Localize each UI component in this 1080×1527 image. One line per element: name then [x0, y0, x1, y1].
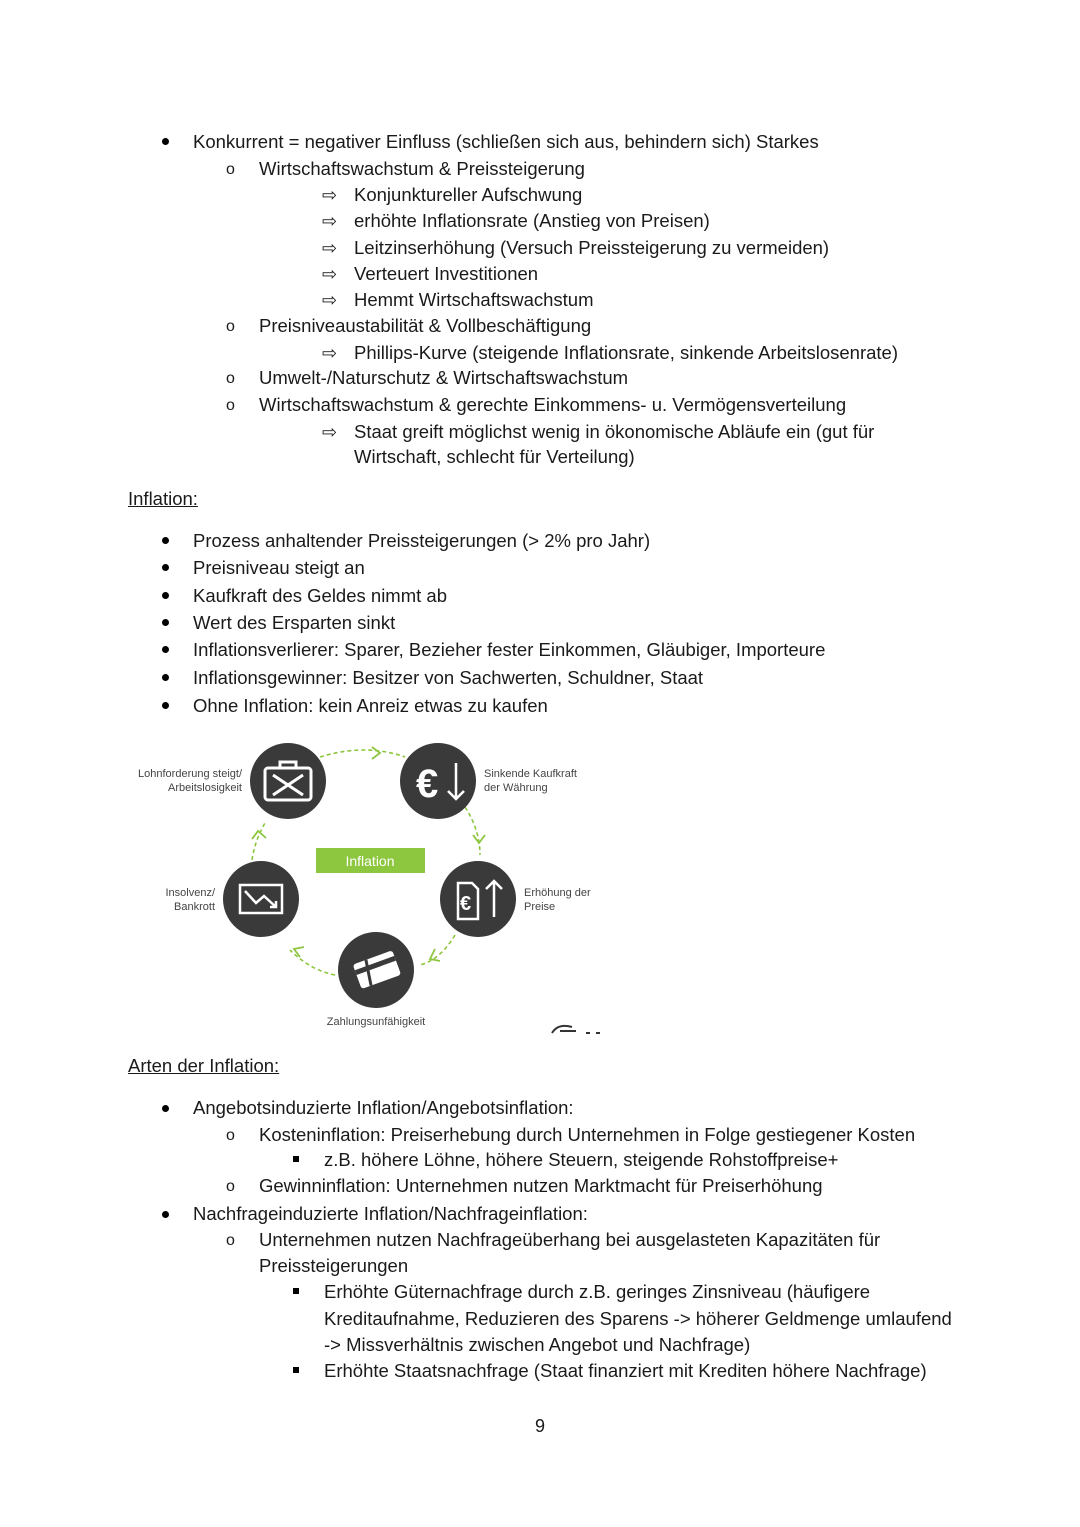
bullet [162, 674, 169, 681]
arrow-icon: ⇨ [322, 343, 338, 363]
list-item: Angebotsinduzierte Inflation/Angebotsinflation: [193, 1097, 574, 1118]
arrow-icon: ⇨ [322, 211, 338, 231]
list-item: Verteuert Investitionen [354, 263, 539, 284]
circle-marker: o [226, 370, 235, 387]
euro-icon: € [416, 762, 439, 806]
center-label: Inflation [345, 853, 395, 869]
list-item: -> Missverhältnis zwischen Angebot und Nachfrage) [324, 1334, 751, 1355]
circle-marker: o [226, 1232, 235, 1249]
square-bullet [293, 1367, 299, 1373]
list-item: Phillips-Kurve (steigende Inflationsrate, sinkende Arbeitslosenrate) [354, 342, 898, 363]
label-preise: Erhöhung der [524, 887, 591, 899]
bullet [162, 537, 169, 544]
cycle-connector [320, 750, 405, 757]
list-item: Konjunktureller Aufschwung [354, 184, 583, 205]
list-item: Erhöhte Güternachfrage durch z.B. geringes Zinsniveau (häufigere [324, 1281, 871, 1302]
section-heading-inflation: Inflation: [128, 488, 198, 509]
list-item: Preisniveau steigt an [193, 557, 365, 578]
bullet [162, 564, 169, 571]
list-item: Wirtschaftswachstum & Preissteigerung [259, 158, 585, 179]
arrowhead-icon [252, 831, 266, 839]
list-item: Prozess anhaltender Preissteigerungen (> 2% pro Jahr) [193, 530, 651, 551]
page-number: 9 [535, 1416, 546, 1436]
list-item: Kaufkraft des Geldes nimmt ab [193, 585, 447, 606]
label-zahlung: Zahlungsunfähigkeit [326, 1016, 426, 1028]
arrow-icon: ⇨ [322, 422, 338, 442]
arrow-icon: ⇨ [322, 185, 338, 205]
label-insolvenz: Insolvenz/ [165, 887, 215, 899]
bullet [162, 1105, 169, 1112]
list-item: Wert des Ersparten sinkt [193, 612, 396, 633]
list-item: Gewinninflation: Unternehmen nutzen Marktmacht für Preiserhöhung [259, 1175, 823, 1196]
arrow-icon: ⇨ [322, 290, 338, 310]
list-item: Kosteninflation: Preiserhebung durch Unternehmen in Folge gestiegener Kosten [259, 1124, 916, 1145]
list-item: Preisniveaustabilität & Vollbeschäftigung [259, 315, 592, 336]
arrowhead-icon [430, 949, 440, 961]
list-item: Erhöhte Staatsnachfrage (Staat finanziert mit Krediten höhere Nachfrage) [324, 1360, 927, 1381]
list-item: Unternehmen nutzen Nachfrageüberhang bei ausgelasteten Kapazitäten für [259, 1229, 881, 1250]
list-item: Nachfrageinduzierte Inflation/Nachfrageinflation: [193, 1203, 588, 1224]
bullet [162, 619, 169, 626]
list-item: Hemmt Wirtschaftswachstum [354, 289, 594, 310]
cycle-connector [465, 807, 480, 855]
bullet [162, 646, 169, 653]
arrow-icon: ⇨ [322, 238, 338, 258]
label-lohnforderung: Arbeitslosigkeit [168, 782, 242, 794]
node-lohnforderung [250, 743, 326, 819]
arrowhead-icon [372, 747, 380, 759]
inflation-cycle-diagram [120, 735, 620, 1045]
square-bullet [293, 1156, 299, 1162]
list-item: Inflationsverlierer: Sparer, Bezieher fester Einkommen, Gläubiger, Importeure [193, 639, 826, 660]
konkurrent-heading: Konkurrent = negativer Einfluss (schließen sich aus, behindern sich) Starkes [193, 131, 819, 152]
label-kaufkraft: Sinkende Kaufkraft [484, 768, 577, 780]
circle-marker: o [226, 1127, 235, 1144]
circle-marker: o [226, 1178, 235, 1195]
square-bullet [293, 1288, 299, 1294]
section-heading-arten: Arten der Inflation: [128, 1055, 280, 1076]
circle-marker: o [226, 161, 235, 178]
bullet [162, 592, 169, 599]
list-item: Wirtschaftswachstum & gerechte Einkommens- u. Vermögensverteilung [259, 394, 847, 415]
bullet [162, 702, 169, 709]
euro-icon: € [460, 893, 472, 915]
list-item: Staat greift möglichst wenig in ökonomische Abläufe ein (gut für [354, 421, 875, 442]
bullet [162, 138, 169, 145]
bullet [162, 1211, 169, 1218]
circle-marker: o [226, 318, 235, 335]
list-item: Ohne Inflation: kein Anreiz etwas zu kaufen [193, 695, 548, 716]
arrow-icon: ⇨ [322, 264, 338, 284]
list-item: Kreditaufnahme, Reduzieren des Sparens -> höherer Geldmenge umlaufend [324, 1308, 952, 1329]
label-preise: Preise [524, 901, 556, 913]
label-lohnforderung: Lohnforderung steigt/ [138, 768, 242, 780]
circle-marker: o [226, 397, 235, 414]
list-item: Wirtschaft, schlecht für Verteilung) [354, 446, 635, 467]
cycle-connector [252, 823, 265, 860]
logo-mark-icon [552, 1026, 600, 1033]
list-item: Leitzinserhöhung (Versuch Preissteigerung zu vermeiden) [354, 237, 830, 258]
list-item: z.B. höhere Löhne, höhere Steuern, steigende Rohstoffpreise+ [324, 1149, 839, 1170]
list-item: Inflationsgewinner: Besitzer von Sachwerten, Schuldner, Staat [193, 667, 704, 688]
arrowhead-icon [473, 835, 485, 843]
label-kaufkraft: der Währung [484, 782, 548, 794]
label-insolvenz: Bankrott [174, 901, 215, 913]
list-item: Preissteigerungen [259, 1255, 409, 1276]
list-item: erhöhte Inflationsrate (Anstieg von Preisen) [354, 210, 710, 231]
list-item: Umwelt-/Naturschutz & Wirtschaftswachstum [259, 367, 629, 388]
